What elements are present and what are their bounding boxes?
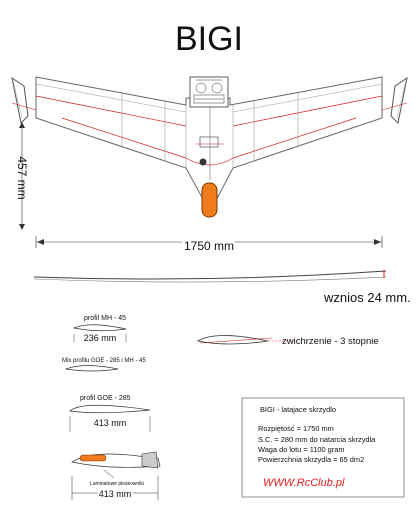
span-arrow-right — [374, 239, 381, 245]
height-arrow-top — [19, 122, 25, 128]
profile-mix-shape — [66, 366, 118, 372]
battery-pack — [202, 183, 217, 217]
span-arrow-left — [37, 239, 44, 245]
span-label: 1750 mm — [183, 239, 235, 253]
laminate-label: Laminatowe ploskowniki — [90, 481, 144, 487]
profile-mix-label: Mix profilu GOE - 285 i MH - 45 — [62, 358, 146, 364]
electronics-bay — [190, 77, 228, 107]
info-span: Rozpiętość = 1750 mm — [258, 424, 334, 433]
height-label: 457 mm — [15, 156, 29, 200]
dihedral-underside — [34, 277, 386, 282]
motor-pod — [142, 452, 158, 468]
dihedral-side-view — [34, 271, 386, 279]
info-area: Powierzchnia skrzydla = 65 dm2 — [258, 455, 365, 464]
profile-mh-label: profil MH - 45 — [84, 315, 127, 322]
washout-profile-shape — [198, 336, 268, 345]
left-red-extension — [12, 103, 36, 110]
website-link[interactable]: WWW.RcClub.pl — [263, 477, 345, 489]
left-winglet-shading — [13, 80, 22, 118]
profile-goe-shape — [70, 405, 150, 413]
dihedral-label: wznios 24 mm. — [324, 290, 411, 305]
info-heading: BIGI - latajace skrzydlo — [260, 405, 336, 414]
profile-mh-shape — [74, 325, 126, 331]
profile-goe-size: 413 mm — [93, 418, 127, 428]
info-weight: Waga do lotu = 1100 gram — [258, 445, 345, 454]
info-chord: S.C. = 280 mm do natarcia skrzydla — [258, 435, 376, 444]
profile-mh-size: 236 mm — [83, 333, 117, 343]
balance-point — [200, 159, 207, 166]
laminate-leader — [104, 470, 114, 478]
height-arrow-bottom — [19, 224, 25, 230]
washout-label: zwichrzenie - 3 stopnie — [282, 336, 379, 347]
right-red-extension — [382, 103, 407, 110]
profile-goe-label: profil GOE - 285 — [80, 395, 131, 402]
fuselage-size: 413 mm — [98, 489, 132, 499]
fuselage-battery — [80, 455, 106, 461]
right-winglet-shading — [397, 80, 406, 118]
page-title: BIGI — [174, 20, 244, 58]
